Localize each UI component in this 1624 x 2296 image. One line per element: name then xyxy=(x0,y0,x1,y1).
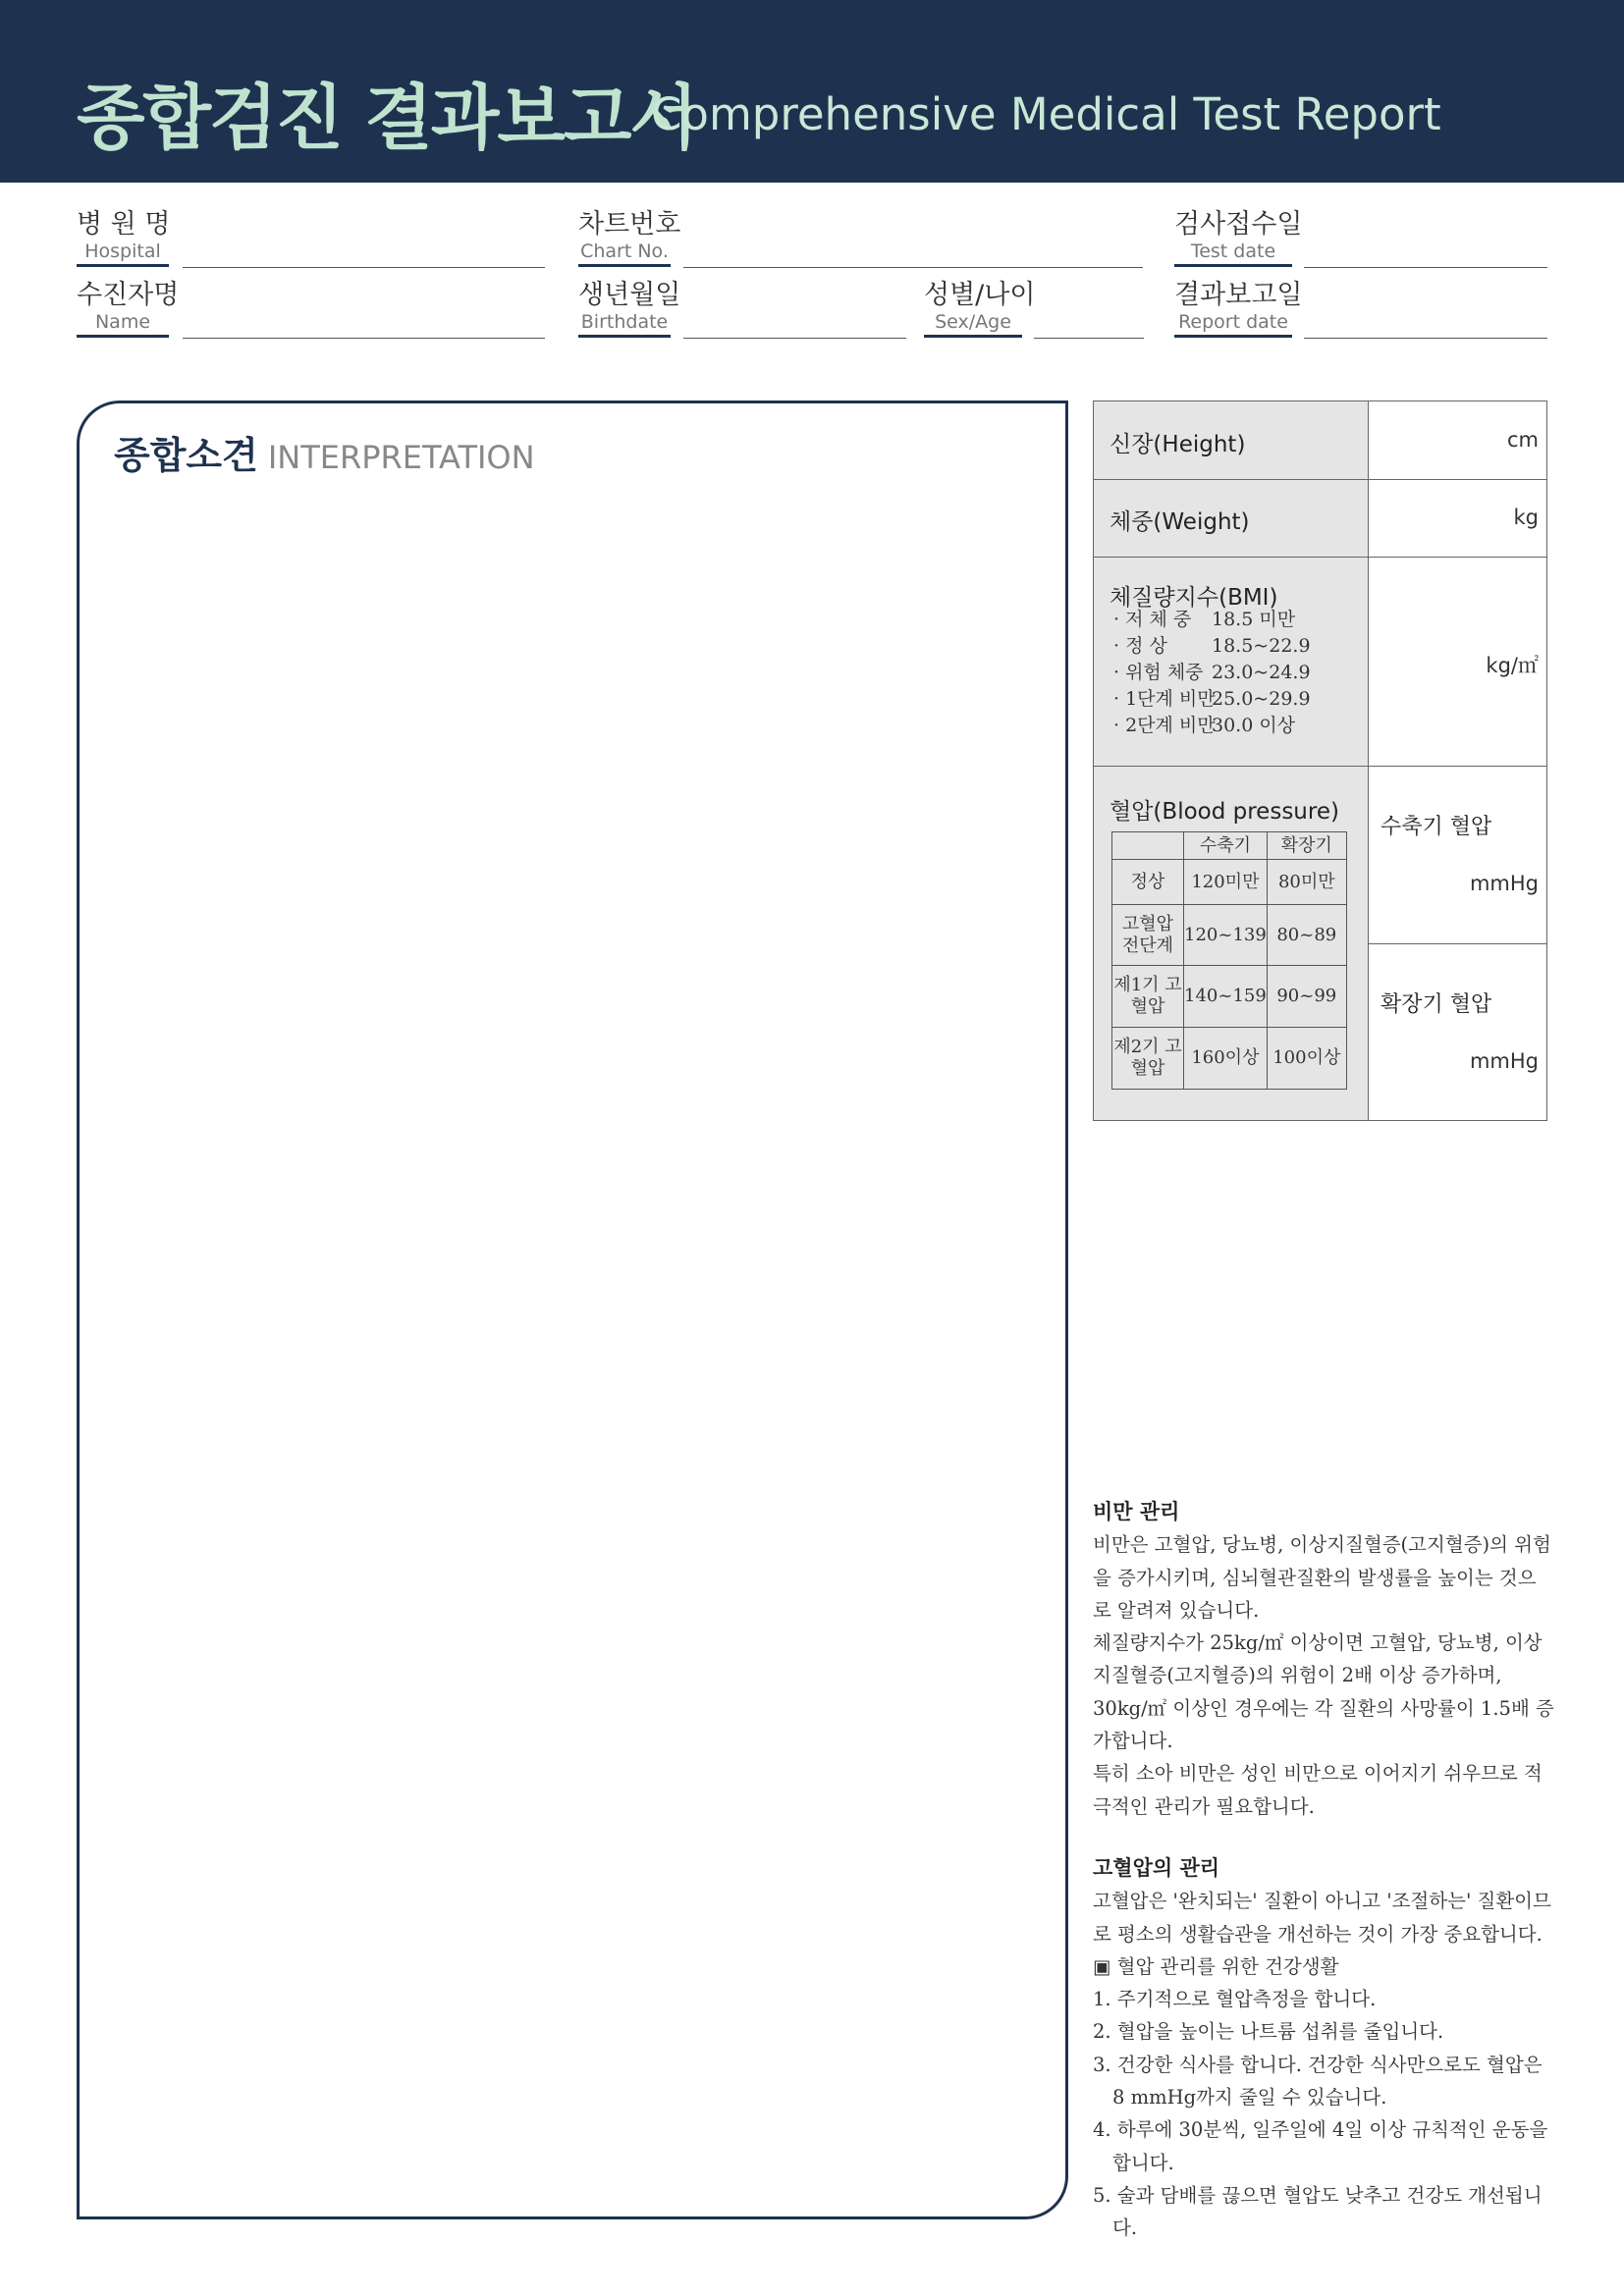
name-label-en: Name xyxy=(94,311,151,333)
hypertension-paragraph: 고혈압은 '완치되는' 질환이 아니고 '조절하는' 질환이므로 평소의 생활습관을 개선하는 것이 가장 중요합니다. xyxy=(1093,1890,1551,1946)
blood-pressure-row xyxy=(1094,766,1546,1120)
obesity-paragraph: 체질량지수가 25kg/㎡ 이상이면 고혈압, 당뇨병, 이상지질혈증(고지혈증)의 위험이 2배 이상 증가하며, 30kg/㎡ 이상인 경우에는 각 질환의 사망률이 1.5배 증가합니다. xyxy=(1093,1631,1554,1753)
chart-no-label-en: Chart No. xyxy=(580,240,669,262)
obesity-heading: 비만 관리 xyxy=(1093,1500,1180,1523)
hospital-label xyxy=(77,209,169,267)
bmi-range-item: · 2단계 비만30.0 이상 xyxy=(1113,715,1296,736)
chart-no-label xyxy=(578,209,681,267)
sex-age-label-ko: 성별/나이 xyxy=(924,280,1036,310)
test-date-field[interactable] xyxy=(1304,267,1547,268)
bmi-unit: kg/㎡ xyxy=(1486,654,1539,677)
bp-category: 제2기 고혈압 xyxy=(1112,1028,1184,1090)
hospital-label-ko: 병 원 명 xyxy=(77,209,171,240)
weight-label: 체중(Weight) xyxy=(1110,509,1250,535)
table-row xyxy=(1112,905,1347,966)
bp-header-blank xyxy=(1112,832,1184,860)
bp-systolic: 120미만 xyxy=(1184,860,1268,905)
table-row xyxy=(1112,860,1347,905)
bmi-range-list xyxy=(1113,607,1311,739)
height-row xyxy=(1094,401,1546,479)
bp-header-diastolic: 확장기 xyxy=(1267,832,1346,860)
systolic-value-cell[interactable] xyxy=(1369,767,1546,943)
list-item: 2. 혈압을 높이는 나트륨 섭취를 줄입니다. xyxy=(1093,2020,1444,2044)
bmi-range-item: · 위험 체중 23.0~24.9 xyxy=(1113,662,1311,683)
weight-value-cell[interactable] xyxy=(1369,480,1546,557)
name-field[interactable] xyxy=(183,338,545,339)
bmi-range-item: · 정 상 18.5~22.9 xyxy=(1113,635,1311,657)
height-label: 신장(Height) xyxy=(1110,432,1246,457)
bp-category: 정상 xyxy=(1112,860,1184,905)
bp-label-cell xyxy=(1094,767,1369,1120)
bp-label: 혈압(Blood pressure) xyxy=(1110,799,1339,825)
table-row xyxy=(1112,966,1347,1028)
bp-systolic: 140~159 xyxy=(1184,966,1268,1028)
report-date-field[interactable] xyxy=(1304,338,1547,339)
interpretation-title-en: INTERPRETATION xyxy=(267,439,535,476)
health-notes xyxy=(1093,1496,1554,2245)
bp-systolic: 120~139 xyxy=(1184,905,1268,966)
bmi-value-cell[interactable] xyxy=(1369,558,1546,766)
systolic-label: 수축기 혈압 xyxy=(1380,815,1492,839)
height-label-cell xyxy=(1094,401,1369,479)
list-item: 5. 술과 담배를 끊으면 혈압도 낮추고 건강도 개선됩니다. xyxy=(1093,2183,1543,2240)
test-date-label xyxy=(1174,209,1303,267)
obesity-paragraph: 특히 소아 비만은 성인 비만으로 이어지기 쉬우므로 적극적인 관리가 필요합니다. xyxy=(1093,1762,1543,1818)
test-date-label-en: Test date xyxy=(1190,240,1276,262)
list-item: 1. 주기적으로 혈압측정을 합니다. xyxy=(1093,1988,1377,2011)
table-row xyxy=(1112,1028,1347,1090)
sex-age-field[interactable] xyxy=(1034,338,1144,339)
report-title-korean: 종합검진 결과보고서 xyxy=(77,77,697,159)
list-item: 3. 건강한 식사를 합니다. 건강한 식사만으로도 혈압은 8 mmHg까지 줄일 수 있습니다. xyxy=(1093,2053,1543,2109)
report-date-label-ko: 결과보고일 xyxy=(1174,280,1303,310)
chart-no-field[interactable] xyxy=(683,267,1143,268)
bp-systolic: 160이상 xyxy=(1184,1028,1268,1090)
sex-age-label xyxy=(924,280,1036,338)
bp-header-row xyxy=(1112,832,1347,860)
hypertension-heading: 고혈압의 관리 xyxy=(1093,1855,1220,1880)
bp-header-systolic: 수축기 xyxy=(1184,832,1268,860)
report-header xyxy=(0,0,1624,183)
birthdate-label-en: Birthdate xyxy=(580,311,669,333)
diastolic-value-cell[interactable] xyxy=(1369,943,1546,1121)
healthy-living-subheading: ▣ 혈압 관리를 위한 건강생활 xyxy=(1093,1954,1339,1978)
systolic-unit: mmHg xyxy=(1469,872,1539,895)
bp-category: 제1기 고혈압 xyxy=(1112,966,1184,1028)
report-date-label xyxy=(1174,280,1303,338)
interpretation-title-ko: 종합소견 xyxy=(114,434,258,477)
name-label-ko: 수진자명 xyxy=(77,280,180,310)
bmi-range-item: · 저 체 중 18.5 미만 xyxy=(1113,609,1296,630)
diastolic-unit: mmHg xyxy=(1469,1049,1539,1073)
sex-age-label-en: Sex/Age xyxy=(935,311,1011,333)
weight-row xyxy=(1094,479,1546,557)
height-unit: cm xyxy=(1506,428,1539,452)
bp-diastolic: 80미만 xyxy=(1267,860,1346,905)
interpretation-box[interactable] xyxy=(77,400,1068,2219)
bp-category: 고혈압 전단계 xyxy=(1112,905,1184,966)
measurements-table xyxy=(1093,400,1547,1121)
bp-diastolic: 100이상 xyxy=(1267,1028,1346,1090)
bmi-range-item: · 1단계 비만25.0~29.9 xyxy=(1113,688,1311,710)
height-value-cell[interactable] xyxy=(1369,401,1546,479)
weight-unit: kg xyxy=(1513,506,1539,529)
birthdate-label xyxy=(578,280,681,338)
bp-reference-table xyxy=(1111,831,1347,1090)
bp-diastolic: 90~99 xyxy=(1267,966,1346,1028)
bp-diastolic: 80~89 xyxy=(1267,905,1346,966)
bmi-label: 체질량지수(BMI) xyxy=(1110,585,1278,611)
birthdate-label-ko: 생년월일 xyxy=(578,280,681,310)
hospital-field[interactable] xyxy=(183,267,545,268)
name-label xyxy=(77,280,180,338)
obesity-paragraph: 비만은 고혈압, 당뇨병, 이상지질혈증(고지혈증)의 위험을 증가시키며, 심뇌혈관질환의 발생률을 높이는 것으로 알려져 있습니다. xyxy=(1093,1533,1551,1622)
report-title-english: Comprehensive Medical Test Report xyxy=(651,88,1441,140)
bmi-label-cell xyxy=(1094,558,1369,766)
chart-no-label-ko: 차트번호 xyxy=(578,209,681,240)
hospital-label-en: Hospital xyxy=(84,240,161,262)
bmi-row xyxy=(1094,557,1546,766)
report-date-label-en: Report date xyxy=(1178,311,1288,333)
birthdate-field[interactable] xyxy=(683,338,906,339)
interpretation-title xyxy=(114,425,535,479)
test-date-label-ko: 검사접수일 xyxy=(1174,209,1303,240)
list-item: 4. 하루에 30분씩, 일주일에 4일 이상 규칙적인 운동을 합니다. xyxy=(1093,2118,1548,2174)
diastolic-label: 확장기 혈압 xyxy=(1380,992,1492,1017)
weight-label-cell xyxy=(1094,480,1369,557)
